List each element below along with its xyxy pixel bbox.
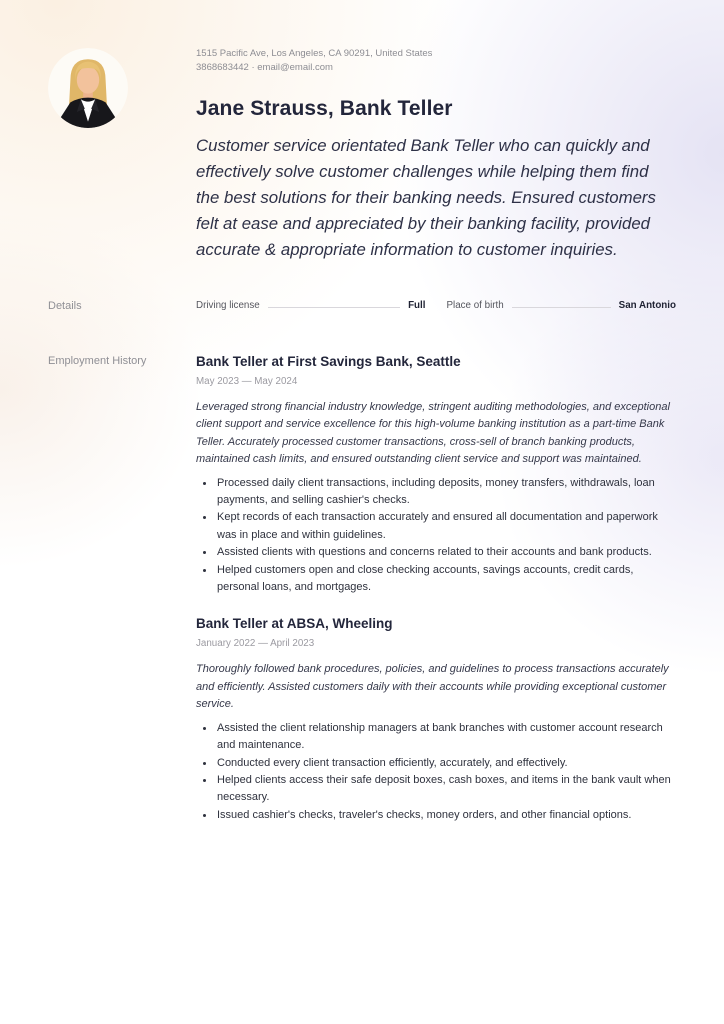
- job-bullet-list: [196, 720, 676, 824]
- job-entry: [196, 616, 676, 824]
- contact-address: 1515 Pacific Ave, Los Angeles, CA 90291, United States: [196, 48, 433, 59]
- job-title: Bank Teller at ABSA, Wheeling: [196, 616, 393, 632]
- bullet-item: • Processed daily client transactions, including deposits, money transfers, withdrawals, loan payments, and selling cashier's checks.: [215, 475, 676, 510]
- leader-line: [268, 299, 400, 308]
- detail-place-of-birth: [447, 299, 677, 312]
- details-section-label: Details: [48, 300, 82, 312]
- contact-phone-email: 3868683442 · email@email.com: [196, 62, 333, 73]
- leader-line: [512, 299, 611, 308]
- bullet-item: • Conducted every client transaction efficiently, accurately, and effectively.: [215, 755, 676, 772]
- bullet-item: • Assisted clients with questions and concerns related to their accounts and bank products.: [215, 544, 676, 561]
- employment-section: [48, 354, 676, 841]
- job-title: Bank Teller at First Savings Bank, Seattle: [196, 354, 461, 369]
- profile-summary: Customer service orientated Bank Teller who can quickly and effectively solve customer challenges while helping them find the best solutions for their banking needs. Ensured customers felt at ease and appreciated by their banking facility, provided accurate & appropriate information to customer inquiries.: [196, 136, 656, 259]
- detail-label: Driving license: [196, 300, 260, 311]
- profile-photo-icon: [48, 48, 128, 128]
- bullet-item: • Helped clients access their safe deposit boxes, cash boxes, and items in the bank vault when necessary.: [215, 772, 676, 807]
- job-bullet-list: [196, 475, 676, 597]
- job-dates: May 2023 — May 2024: [196, 376, 298, 387]
- resume-header: [48, 45, 676, 263]
- job-description: Thoroughly followed bank procedures, policies, and guidelines to process transactions accurately and efficiently. Assisted customers daily with their accounts while providing exceptional customer service.: [196, 663, 669, 711]
- job-dates: January 2022 — April 2023: [196, 638, 315, 650]
- detail-value: San Antonio: [618, 300, 676, 311]
- details-section: [48, 299, 676, 312]
- bullet-item: • Assisted the client relationship managers at bank branches with customer account research and maintenance.: [215, 720, 676, 755]
- employment-jobs: [196, 354, 676, 841]
- contact-info: [196, 45, 676, 75]
- bullet-item: • Helped customers open and close checking accounts, savings accounts, credit cards, personal loans, and mortgages.: [215, 562, 676, 597]
- detail-label: Place of birth: [446, 300, 504, 311]
- page-title: Jane Strauss, Bank Teller: [196, 97, 453, 120]
- bullet-item: • Issued cashier's checks, traveler's checks, money orders, and other financial options.: [215, 807, 676, 824]
- avatar: [48, 48, 128, 128]
- details-grid: [196, 299, 676, 312]
- detail-value: Full: [408, 300, 426, 311]
- bullet-item: • Kept records of each transaction accurately and ensured all documentation and paperwork was in place and within guidelines.: [215, 509, 676, 544]
- job-entry: [196, 354, 676, 596]
- header-text-block: [196, 45, 676, 263]
- employment-section-label: Employment History: [48, 355, 147, 367]
- job-description: Leveraged strong financial industry knowledge, stringent auditing methodologies, and exceptional client support and service excellence for this high-volume banking institution as a part-time Bank Teller. Accurately processed customer transactions, cross-sell of branch banking products, maintained cash limits, and ensured outstanding client service and support was maintained.: [196, 401, 670, 466]
- detail-driving-license: [196, 299, 426, 312]
